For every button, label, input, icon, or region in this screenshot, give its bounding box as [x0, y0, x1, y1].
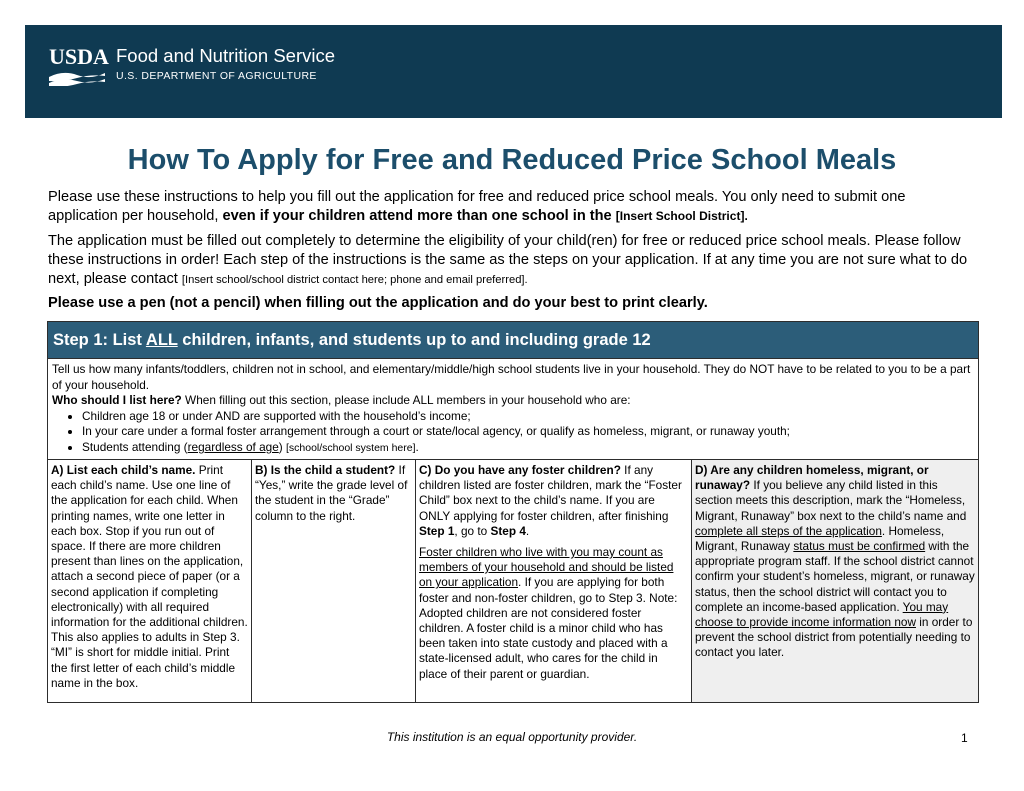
column-d-text-3: with the appropriate program staff. If the school district cannot confirm your student’s homeless, migrant, or runaway status, then the school district will contact you to complete an income-based application. [695, 539, 975, 614]
school-district-placeholder: [Insert School District] [615, 209, 745, 223]
column-a-heading: A) List each child’s name. [51, 463, 196, 477]
usda-logo [49, 44, 109, 86]
column-c-text-1c: . [525, 523, 530, 538]
column-a-text: Print each child’s name. Use one line of the application for each child. When printing names, write one letter in each box. Stop if you run out of space. If there are more children present than lines on the application, attach a second piece of paper (or a second application if completing electronically) with all required information for the additional children. This also applies to adults in Step 3. “MI” is short for middle initial. Print the first letter of each child’s middle name in the box. [51, 463, 248, 690]
household-members-list [52, 409, 974, 457]
column-d [692, 460, 978, 702]
column-c-text-2: . If you are applying for both foster and non-foster children, go to Step 3. Note: Adopted children are not considered foster children. A foster child is a minor child who has been taken into state custody and placed with a state-licensed adult, who cares for the child in place of their parent or guardian. [419, 575, 678, 681]
list-item [82, 440, 974, 457]
column-b [252, 460, 416, 702]
column-c-text-1: If any children listed are foster children, mark the “Foster Child” box next to the child’s name. If you are ONLY applying for foster children, after finishing [419, 463, 682, 523]
agency-banner [25, 25, 1002, 118]
column-d-heading: D) Are any children homeless, migrant, or runaway? [695, 463, 929, 493]
column-c-text-1b: , go to [454, 523, 491, 538]
page-title: How To Apply for Free and Reduced Price School Meals [127, 144, 897, 176]
bullet3-suffix: ) [278, 439, 286, 454]
list-item: • Children age 18 or under AND are supported with the household’s income; [82, 409, 974, 425]
column-d-text-1: If you believe any child listed in this section meets this description, mark the “Homeless, Migrant, Runaway” box next to the child’s name and [695, 478, 967, 523]
column-c-step1: Step 1 [419, 523, 455, 538]
agency-name: Food and Nutrition Service [116, 45, 336, 66]
intro-paragraph-2 [48, 232, 978, 290]
column-a [48, 460, 252, 702]
column-d-underline-2: status must be confirmed [793, 539, 926, 554]
department-name: U.S. DEPARTMENT OF AGRICULTURE [116, 70, 317, 82]
intro-paragraph-1 [48, 188, 978, 226]
step1-description: Tell us how many infants/toddlers, children not in school, and elementary/middle/high school students live in your household. They do NOT have to be related to you to be a part of your household. [52, 362, 971, 392]
step1-header-suffix: children, infants, and students up to and including grade 12 [177, 331, 651, 349]
bullet3-end: . [415, 439, 419, 454]
school-system-placeholder: [school/school system here] [285, 441, 416, 454]
column-d-text-2: . Homeless, Migrant, Runaway [695, 523, 945, 554]
step1-section [47, 321, 979, 703]
list-item: • In your care under a formal foster arrangement through a court or state/local agency, or qualify as homeless, migrant, or runaway youth; [82, 424, 974, 440]
column-c-para-1 [419, 463, 688, 539]
usda-landscape-icon [49, 68, 105, 86]
column-c [416, 460, 692, 702]
equal-opportunity-statement: This institution is an equal opportunity provider. [386, 730, 638, 744]
intro-p2-end: . [524, 274, 528, 286]
step1-intro [48, 358, 978, 460]
intro-p1-bold: even if your children attend more than one school in the [222, 208, 612, 224]
intro-p1-end: . [744, 209, 748, 223]
intro-p1-text: Please use these instructions to help you fill out the application for free and reduced price school meals. You only need to submit one application per household, [48, 189, 906, 224]
step1-header-all: ALL [145, 331, 178, 349]
contact-placeholder: [Insert school/school district contact here; phone and email preferred] [181, 274, 525, 286]
column-c-para-2 [419, 545, 688, 682]
column-d-underline-1: complete all steps of the application [695, 523, 882, 538]
bullet3-underline: regardless of age [187, 439, 279, 454]
usda-logo-text: USDA [49, 44, 109, 69]
who-list-label: Who should I list here? [52, 393, 182, 408]
page-number: 1 [961, 731, 968, 745]
who-list-text: When filling out this section, please include ALL members in your household who are: [181, 393, 631, 408]
step1-header-prefix: Step 1: List [53, 331, 146, 349]
column-d-text-4: in order to prevent the school district from potentially needing to contact you later. [695, 615, 973, 660]
intro-p2-text: The application must be filled out completely to determine the eligibility of your child(ren) for free or reduced price school meals. Please follow these instructions in order! Each step of the instructions is the same as the steps on your application. If at any time you are not sure what to do next, please contact [48, 233, 968, 287]
column-c-heading: C) Do you have any foster children? [419, 463, 621, 477]
column-c-step4: Step 4 [490, 523, 526, 538]
bullet3-prefix: Students attending ( [82, 439, 188, 454]
who-list-paragraph [52, 393, 974, 409]
column-d-underline-3: You may choose to provide income information now [695, 599, 949, 630]
step1-columns [48, 460, 978, 702]
column-b-heading: B) Is the child a student? [255, 463, 396, 477]
column-b-text: If “Yes,” write the grade level of the student in the “Grade” column to the right. [255, 463, 408, 523]
pen-instruction: Please use a pen (not a pencil) when filling out the application and do your best to print clearly. [48, 295, 708, 311]
step1-header [48, 322, 978, 358]
column-c-underline: Foster children who live with you may count as members of your household and should be listed on your application [419, 545, 674, 590]
